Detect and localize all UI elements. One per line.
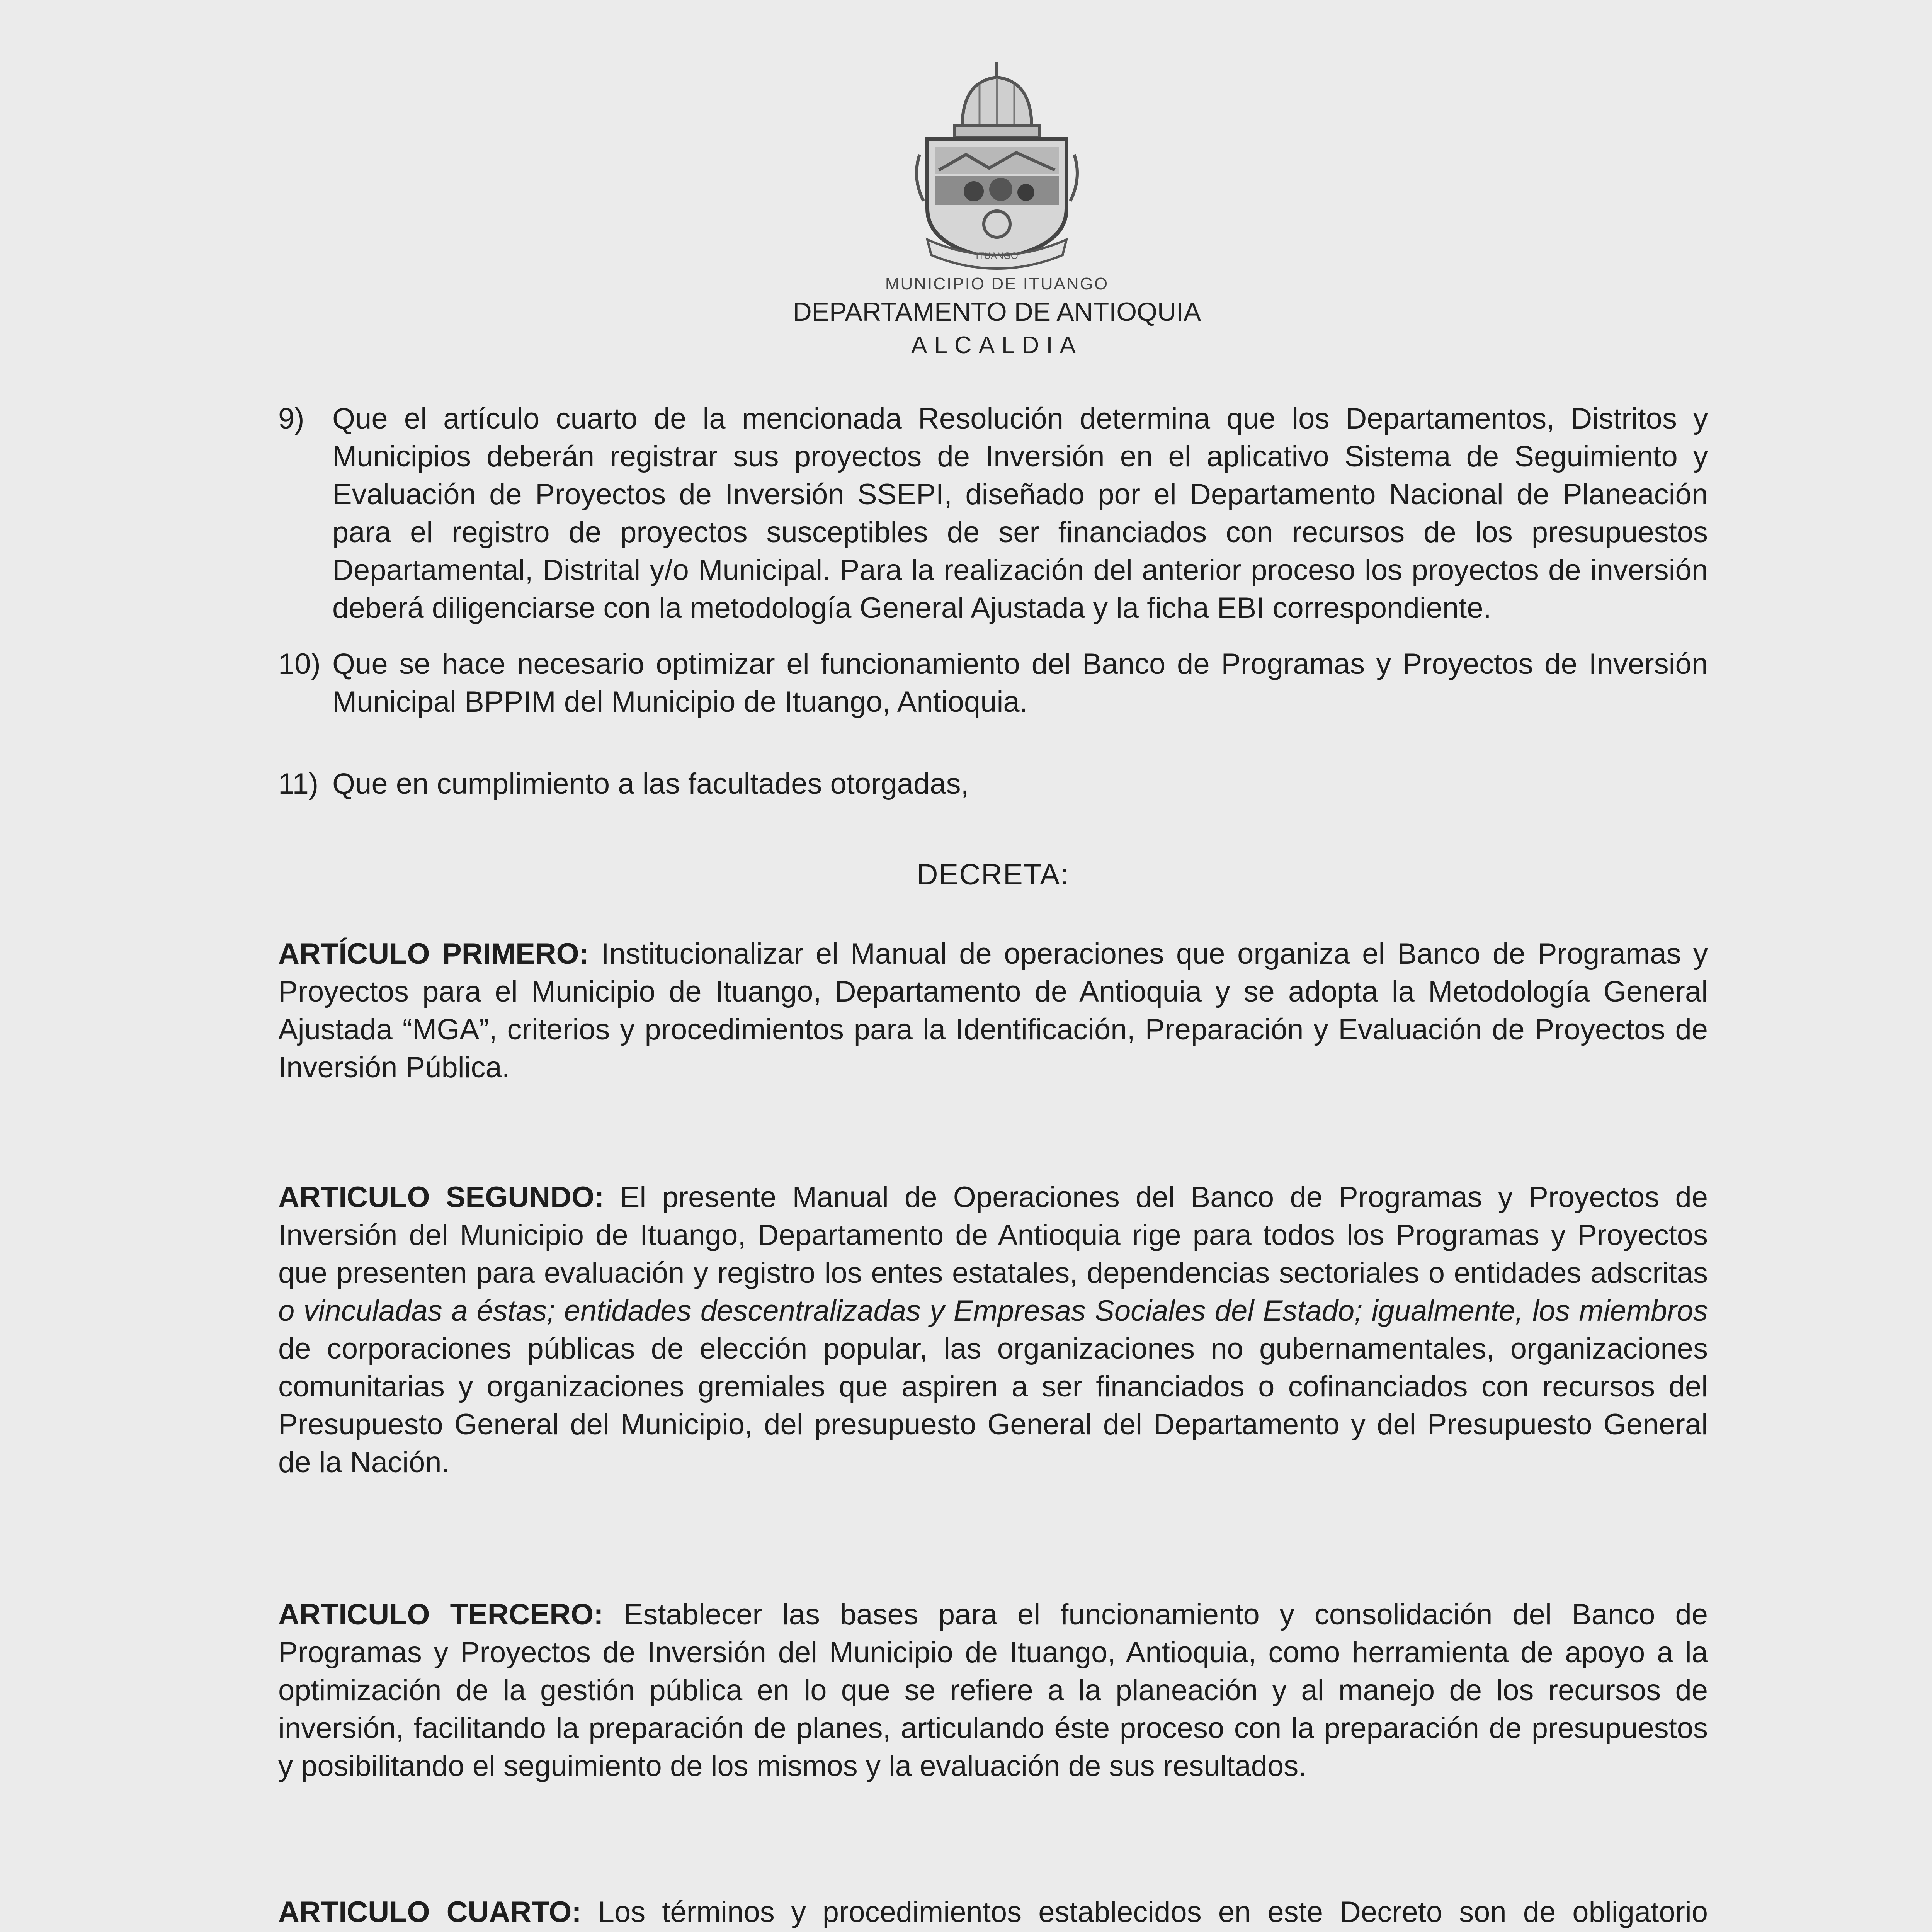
article-first [278,935,1708,1087]
article-label: ARTICULO SEGUNDO: [278,1181,604,1214]
crest-caption: MUNICIPIO DE ITUANGO [885,274,1109,293]
article-text: Los términos y procedimientos establecidos en este Decreto son de obligatorio [598,1896,1708,1929]
article-text: El presente Manual de Operaciones del Banco de Programas y Proyectos de Inversión del Municipio de Ituango, Departamento de Antioquia rige para todos los Programas y Proyectos que presenten para evaluación y registro los entes estatales, dependencias sectoriales o entidades adscritas [278,1181,1708,1289]
municipal-crest-icon [904,54,1090,270]
consideration-text: Que se hace necesario optimizar el funcionamiento del Banco de Programas y Proyectos de Inversión Municipal BPPIM del Municipio de Ituango, Antioquia. [332,648,1708,718]
article-text-end: de corporaciones públicas de elección popular, las organizaciones no gubernamentales, organizaciones comunitarias y organizaciones gremiales que aspiren a ser financiados o cofinanciados con recursos del Presupuesto General del Municipio, del presupuesto General del Departamento y del Presupuesto General de la Nación. [278,1332,1708,1479]
svg-text:ITUANGO: ITUANGO [976,251,1018,261]
article-label: ARTICULO TERCERO: [278,1598,604,1631]
consideration-number: 11) [278,767,319,800]
article-label: ARTICULO CUARTO: [278,1896,582,1929]
article-text: Establecer las bases para el funcionamiento y consolidación del Banco de Programas y Proyectos de Inversión del Municipio de Ituango, Antioquia, como herramienta de apoyo a la optimización de la gestión pública en lo que se refiere a la planeación y al manejo de los recursos de inversión, facilitando la preparación de planes, articulando éste proceso con la preparación de presupuestos y posibilitando el seguimiento de los mismos y la evaluación de sus resultados. [278,1598,1708,1782]
department-title: DEPARTAMENTO DE ANTIOQUIA [793,297,1201,327]
article-label: ARTÍCULO PRIMERO: [278,937,589,970]
decree-heading: DECRETA: [917,858,1070,891]
consideration-text: Que en cumplimiento a las facultades otorgadas, [332,767,969,800]
consideration-number: 9) [278,402,304,435]
article-second [278,1179,1708,1481]
office-title: ALCALDIA [911,332,1083,359]
article-text: Institucionalizar el Manual de operaciones que organiza el Banco de Programas y Proyectos para el Municipio de Ituango, Departamento de Antioquia y se adopta la Metodología General Ajustada “MGA”, criterios y procedimientos para la Identificación, Preparación y Evaluación de Proyectos de Inversión Pública. [278,937,1708,1084]
consideration-number: 10) [278,648,321,680]
article-fourth [278,1893,1708,1932]
article-third [278,1596,1708,1785]
article-text-italic: o vinculadas a éstas; entidades descentralizadas y Empresas Sociales del Estado; igualmente, los miembros [278,1294,1708,1327]
consideration-text: Que el artículo cuarto de la mencionada Resolución determina que los Departamentos, Distritos y Municipios deberán registrar sus proyectos de Inversión en el aplicativo Sistema de Seguimiento y Evaluación de Proyectos de Inversión SSEPI, diseñado por el Departamento Nacional de Planeación para el registro de proyectos susceptibles de ser financiados con recursos de los presupuestos Departamental, Distrital y/o Municipal. Para la realización del anterior proceso los proyectos de inversión deberá diligenciarse con la metodología General Ajustada y la ficha EBI correspondiente. [332,402,1708,624]
